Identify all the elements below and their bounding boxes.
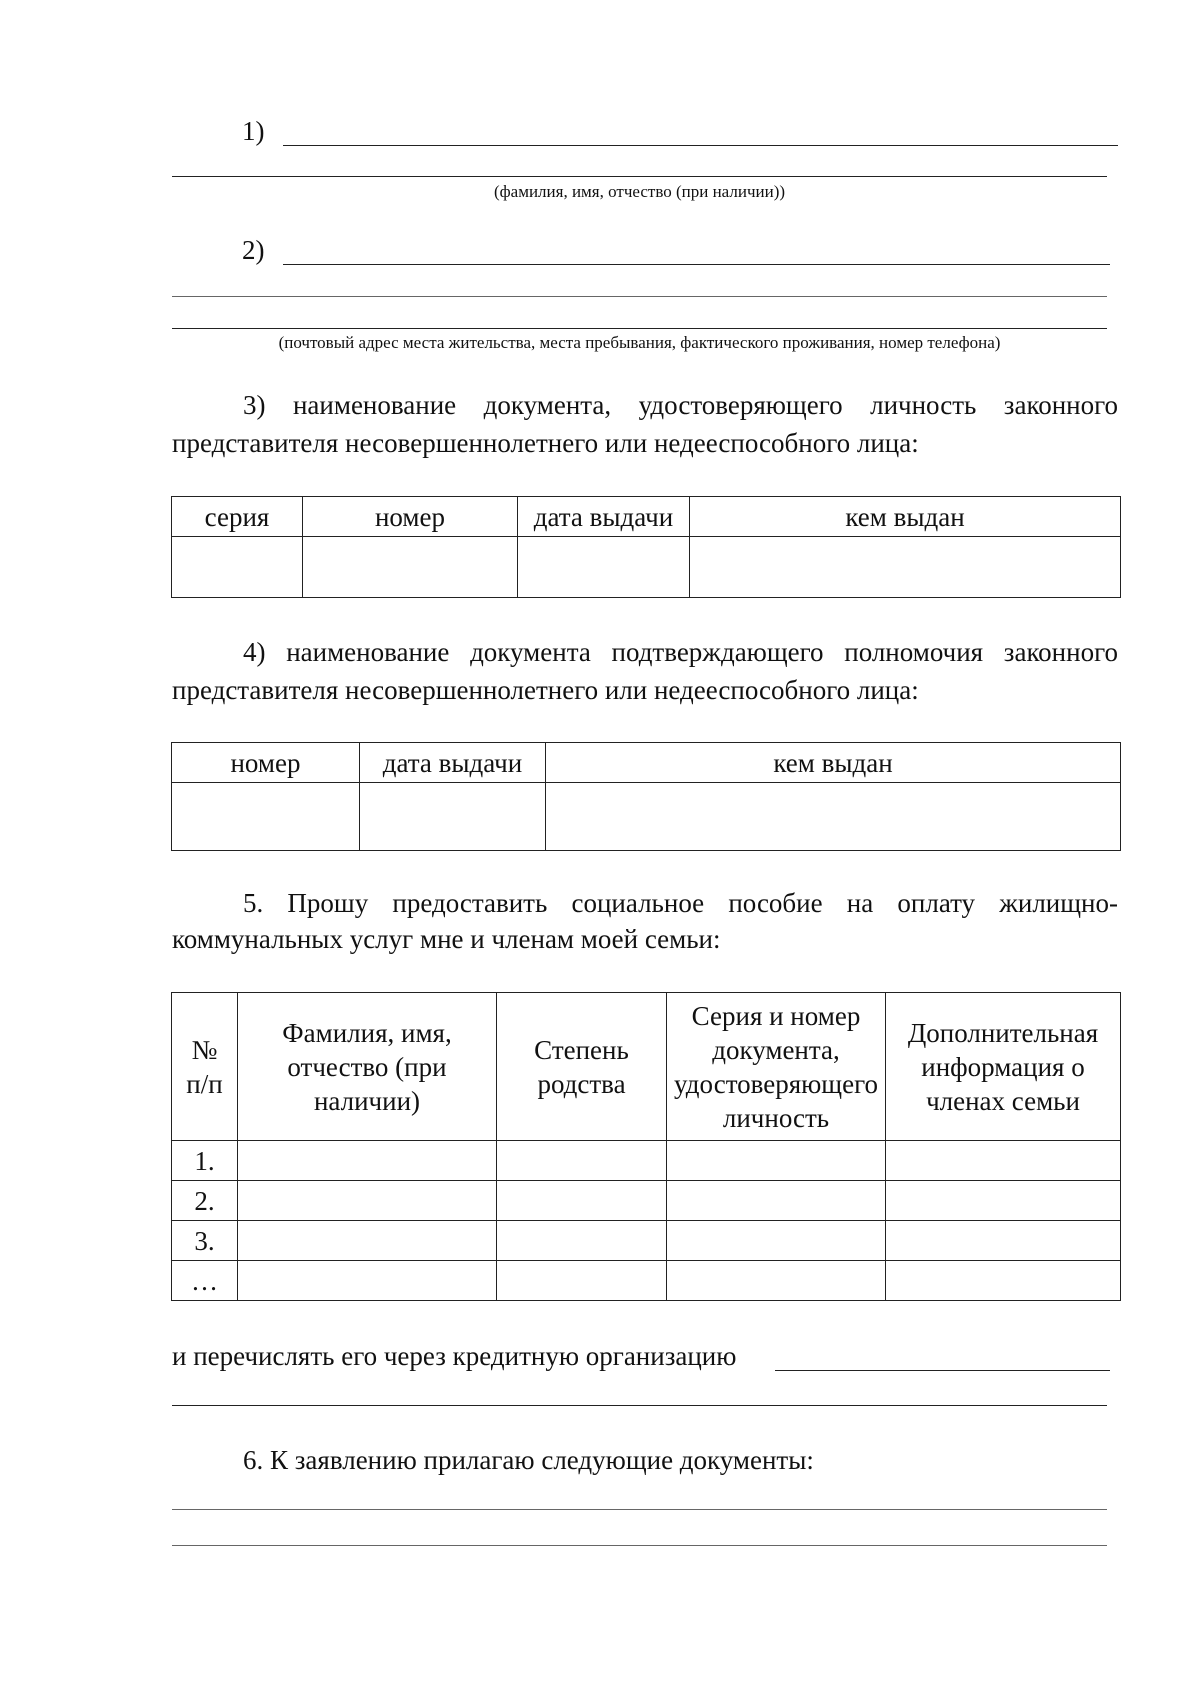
row-number: … — [172, 1261, 238, 1301]
issue-date-cell[interactable] — [518, 537, 690, 598]
documents-line-2[interactable] — [172, 1545, 1107, 1546]
item1-number: 1) — [242, 116, 265, 146]
item2-fill-line-2[interactable] — [172, 296, 1107, 297]
item2-caption: (почтовый адрес места жительства, места пребывания, фактического проживания, номер телефона) — [278, 333, 1001, 352]
header-row-number: № п/п — [172, 993, 238, 1141]
header-issued-by: кем выдан — [546, 743, 1121, 783]
full-name-cell[interactable] — [238, 1221, 497, 1261]
item3-heading-line1: 3) наименование документа, удостоверяющего личность законного — [243, 390, 1118, 420]
full-name-cell[interactable] — [238, 1181, 497, 1221]
document-cell[interactable] — [667, 1141, 886, 1181]
relationship-cell[interactable] — [497, 1181, 667, 1221]
row-number: 2. — [172, 1181, 238, 1221]
header-issued-by: кем выдан — [690, 497, 1121, 537]
row-number: 3. — [172, 1221, 238, 1261]
credit-organization-line[interactable] — [775, 1370, 1110, 1371]
additional-info-cell[interactable] — [886, 1141, 1121, 1181]
family-members-table — [171, 992, 1121, 1301]
number-cell[interactable] — [172, 783, 360, 851]
document-cell[interactable] — [667, 1181, 886, 1221]
issue-date-cell[interactable] — [360, 783, 546, 851]
header-series: серия — [172, 497, 303, 537]
documents-line-1[interactable] — [172, 1509, 1107, 1510]
document-cell[interactable] — [667, 1221, 886, 1261]
relationship-cell[interactable] — [497, 1261, 667, 1301]
item3-heading-line2: представителя несовершеннолетнего или недееспособного лица: — [172, 428, 919, 458]
authority-document-table — [171, 742, 1121, 851]
item4-heading-line2: представителя несовершеннолетнего или недееспособного лица: — [172, 675, 919, 705]
item6-heading: 6. К заявлению прилагаю следующие документы: — [243, 1445, 814, 1475]
header-issue-date: дата выдачи — [518, 497, 690, 537]
item5-heading-line2: коммунальных услуг мне и членам моей семьи: — [172, 924, 721, 954]
table-row — [172, 1221, 1121, 1261]
item2-fill-line[interactable] — [283, 264, 1110, 265]
header-additional-info: Дополнительная информация о членах семьи — [886, 993, 1121, 1141]
item1-fill-line-2[interactable] — [172, 176, 1107, 177]
identity-document-table — [171, 496, 1121, 598]
header-number: номер — [303, 497, 518, 537]
item1-caption: (фамилия, имя, отчество (при наличии)) — [493, 182, 786, 201]
full-name-cell[interactable] — [238, 1141, 497, 1181]
issued-by-cell[interactable] — [546, 783, 1121, 851]
header-relationship: Степень родства — [497, 993, 667, 1141]
transfer-text: и перечислять его через кредитную организацию — [172, 1341, 737, 1371]
header-issue-date: дата выдачи — [360, 743, 546, 783]
issued-by-cell[interactable] — [690, 537, 1121, 598]
row-number: 1. — [172, 1141, 238, 1181]
additional-info-cell[interactable] — [886, 1221, 1121, 1261]
relationship-cell[interactable] — [497, 1141, 667, 1181]
series-cell[interactable] — [172, 537, 303, 598]
item5-heading-line1: 5. Прошу предоставить социальное пособие на оплату жилищно- — [243, 888, 1118, 918]
additional-info-cell[interactable] — [886, 1181, 1121, 1221]
item2-number: 2) — [242, 235, 265, 265]
header-document-series-number: Серия и номер документа, удостоверяющего личность — [667, 993, 886, 1141]
additional-info-cell[interactable] — [886, 1261, 1121, 1301]
full-name-cell[interactable] — [238, 1261, 497, 1301]
relationship-cell[interactable] — [497, 1221, 667, 1261]
table-row — [172, 1181, 1121, 1221]
table-row — [172, 1261, 1121, 1301]
credit-organization-line-2[interactable] — [172, 1405, 1107, 1406]
number-cell[interactable] — [303, 537, 518, 598]
item2-fill-line-3[interactable] — [172, 328, 1107, 329]
header-number: номер — [172, 743, 360, 783]
table-row — [172, 1141, 1121, 1181]
header-full-name: Фамилия, имя, отчество (при наличии) — [238, 993, 497, 1141]
item1-fill-line[interactable] — [283, 145, 1118, 146]
document-cell[interactable] — [667, 1261, 886, 1301]
item4-heading-line1: 4) наименование документа подтверждающего полномочия законного — [243, 637, 1118, 667]
